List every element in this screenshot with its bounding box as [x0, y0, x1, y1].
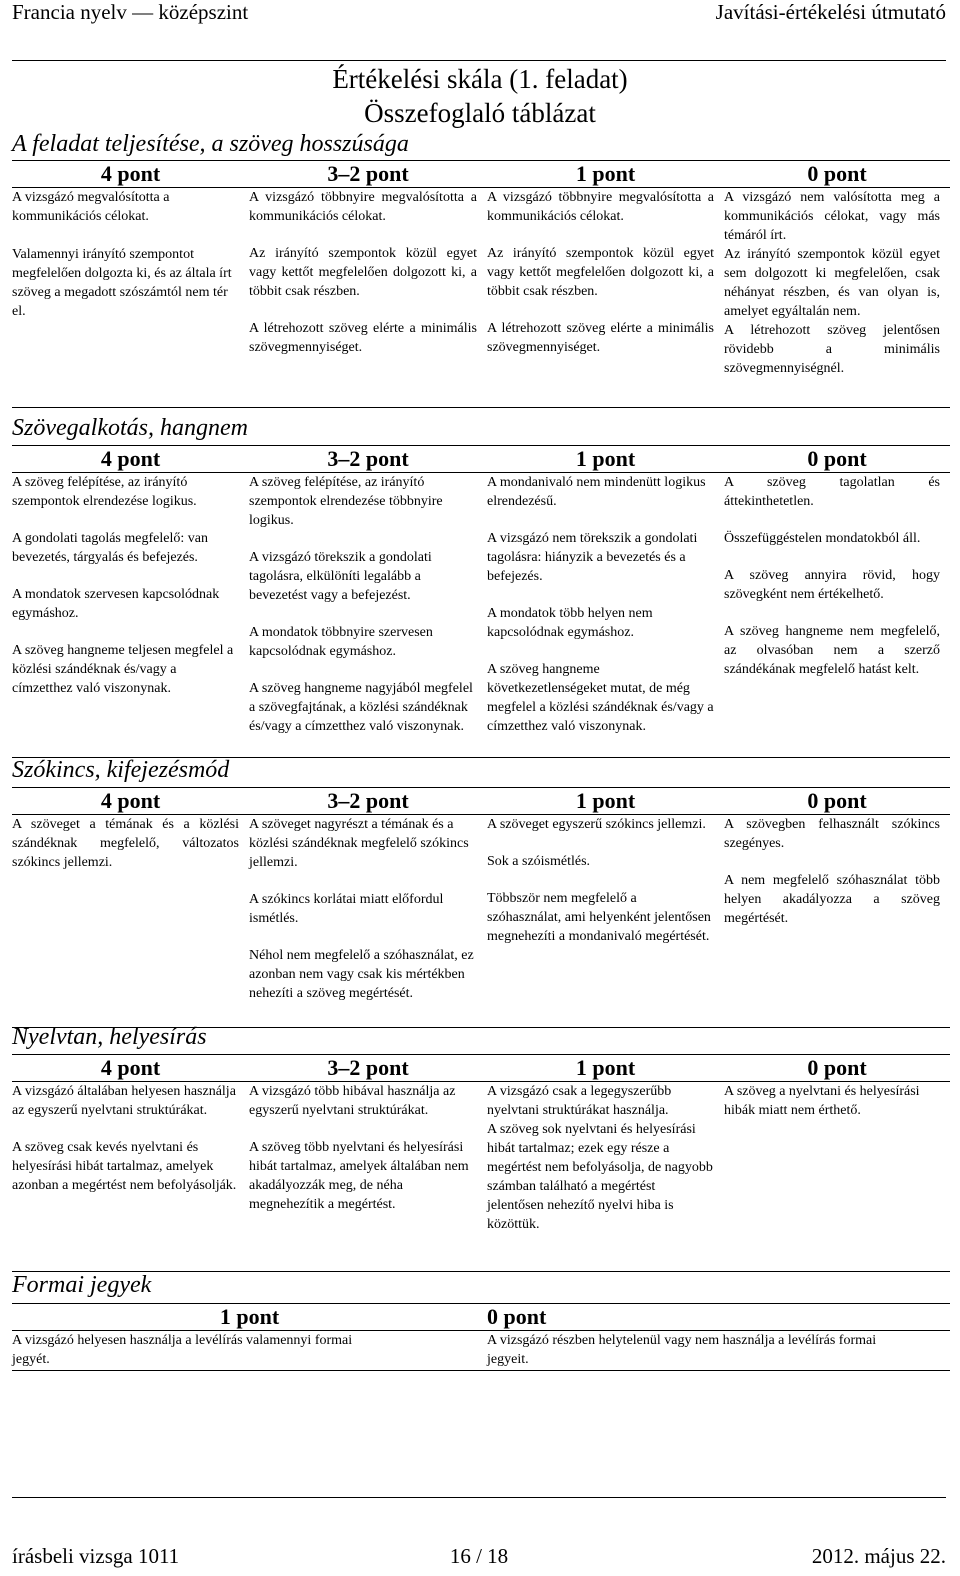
header-subject: Francia nyelv — középszint — [12, 0, 249, 24]
cell-0pt: A szöveg a nyelvtani és helyesírási hibák miatt nem érthető. — [724, 1082, 950, 1272]
header-row — [12, 788, 950, 815]
col-header: 1 pont — [487, 161, 724, 188]
cell-4pt: A szöveget a témának és a közlési szándéknak megfelelő, változatos szókincs jellemzi. — [12, 815, 249, 1028]
cell-0pt: A vizsgázó nem valósította meg a kommunikációs célokat, vagy más témáról írt. Az irányító szempontok közül egyet sem dolgozott ki megfelelően, csak néhányat részben, és van olyan is, amelyet egyáltalán nem. A létrehozott szöveg jelentősen rövidebb a minimális szövegmennyiségnél. — [724, 188, 950, 408]
col-header: 0 pont — [724, 446, 950, 473]
cell-1pt: A vizsgázó többnyire megvalósította a kommunikációs célokat. Az irányító szempontok közül egyet vagy kettőt megfelelően dolgozott ki, a többit csak részben. A létrehozott szöveg elérte a minimális szövegmennyiséget. — [487, 188, 724, 408]
criteria-row — [12, 1331, 950, 1371]
footer-rule — [12, 1497, 946, 1498]
header-row — [12, 446, 950, 473]
section-title-vocabulary: Szókincs, kifejezésmód — [12, 757, 230, 783]
cell-0pt: A vizsgázó részben helytelenül vagy nem használja a levélírás formai jegyeit. — [487, 1331, 950, 1371]
cell-3-2pt: A szöveg felépítése, az irányító szempontok elrendezése többnyire logikus. A vizsgázó törekszik a gondolati tagolásra, elkülöníti legalább a bevezetést vagy a befejezést. A mondatok többnyire szervesen kapcsolódnak egymáshoz. A szöveg hangneme nagyjából megfelel a szövegfajtának, a közlési szándéknak és/vagy a címzetthez való viszonynak. — [249, 473, 487, 758]
col-header: 0 pont — [724, 788, 950, 815]
cell-3-2pt: A vizsgázó többnyire megvalósította a kommunikációs célokat. Az irányító szempontok közül egyet vagy kettőt megfelelően dolgozott ki, a többit csak részben. A létrehozott szöveg elérte a minimális szövegmennyiséget. — [249, 188, 487, 408]
col-header: 0 pont — [724, 1055, 950, 1082]
col-header: 4 pont — [12, 788, 249, 815]
cell-0pt: A szöveg tagolatlan és áttekinthetetlen. Összefüggéstelen mondatokból áll. A szöveg annyira rövid, hogy szövegként nem értékelhető. A szöveg hangneme nem megfelelő, az olvasóban nem a szerző szándékának megfelelő hatást kelt. — [724, 473, 950, 758]
section-title-format: Formai jegyek — [12, 1272, 152, 1298]
col-header: 4 pont — [12, 446, 249, 473]
col-header: 3–2 pont — [249, 161, 487, 188]
cell-1pt: A vizsgázó csak a legegyszerűbb nyelvtani struktúrákat használja. A szöveg sok nyelvtani és helyesírási hibát tartalmaz; ezek egy része a megértést nem befolyásolja, de nagyobb számban található a megértést jelentősen nehezítő nyelvi hiba is közöttük. — [487, 1082, 724, 1272]
col-header: 0 pont — [487, 1304, 950, 1331]
page-subtitle: Összefoglaló táblázat — [364, 98, 596, 128]
header-row — [12, 1055, 950, 1082]
criteria-row — [12, 1082, 950, 1272]
cell-1pt: A vizsgázó helyesen használja a levélírás valamennyi formai jegyét. — [12, 1331, 487, 1371]
cell-3-2pt: A vizsgázó több hibával használja az egyszerű nyelvtani struktúrákat. A szöveg több nyelvtani és helyesírási hibát tartalmaz, amelyek általában nem akadályozzák meg, de néha megnehezítik a megértést. — [249, 1082, 487, 1272]
section-title-task: A feladat teljesítése, a szöveg hosszúsága — [12, 131, 409, 157]
table-text — [12, 445, 950, 758]
col-header: 3–2 pont — [249, 446, 487, 473]
cell-4pt: A vizsgázó megvalósította a kommunikációs célokat. Valamennyi irányító szempontot megfelelően dolgozta ki, és az általa írt szöveg a megadott szószámtól nem tér el. — [12, 188, 249, 408]
header-guide-title: Javítási-értékelési útmutató — [715, 0, 946, 24]
table-vocabulary — [12, 787, 950, 1028]
col-header: 1 pont — [12, 1304, 487, 1331]
footer-exam-code: írásbeli vizsga 1011 — [12, 1544, 180, 1568]
header-rule — [12, 60, 946, 61]
cell-1pt: A szöveget egyszerű szókincs jellemzi. Sok a szóismétlés. Többször nem megfelelő a szóhasználat, ami helyenként jelentősen megnehezíti a mondanivaló megértését. — [487, 815, 724, 1028]
cell-4pt: A vizsgázó általában helyesen használja az egyszerű nyelvtani struktúrákat. A szöveg csak kevés nyelvtani és helyesírási hibát tartalmaz, amelyek azonban a megértést nem befolyásolják. — [12, 1082, 249, 1272]
col-header: 0 pont — [724, 161, 950, 188]
footer-date: 2012. május 22. — [811, 1544, 946, 1568]
col-header: 3–2 pont — [249, 788, 487, 815]
table-format — [12, 1303, 950, 1371]
footer-page-number: 16 / 18 — [449, 1544, 509, 1568]
cell-1pt: A mondanivaló nem mindenütt logikus elrendezésű. A vizsgázó nem törekszik a gondolati tagolásra: hiányzik a bevezetés és a befejezés. A mondatok több helyen nem kapcsolódnak egymáshoz. A szöveg hangneme következetlenségeket mutat, de még megfelel a közlési szándéknak és/vagy a címzetthez való viszonynak. — [487, 473, 724, 758]
criteria-row — [12, 473, 950, 758]
cell-3-2pt: A szöveget nagyrészt a témának és a közlési szándéknak megfelelő szókincs jellemzi. A szókincs korlátai miatt előfordul ismétlés. Néhol nem megfelelő a szóhasználat, ez azonban nem vagy csak kis mértékben nehezíti a szöveg megértését. — [249, 815, 487, 1028]
cell-4pt: A szöveg felépítése, az irányító szempontok elrendezése logikus. A gondolati tagolás megfelelő: van bevezetés, tárgyalás és befejezés. A mondatok szervesen kapcsolódnak egymáshoz. A szöveg hangneme teljesen megfelel a közlési szándéknak és/vagy a címzetthez való viszonynak. — [12, 473, 249, 758]
page-title: Értékelési skála (1. feladat) — [332, 64, 628, 94]
col-header: 1 pont — [487, 788, 724, 815]
col-header: 1 pont — [487, 446, 724, 473]
table-task — [12, 160, 950, 408]
page-footer — [12, 1497, 946, 1574]
cell-0pt: A szövegben felhasznált szókincs szegényes. A nem megfelelő szóhasználat több helyen akadályozza a szöveg megértését. — [724, 815, 950, 1028]
col-header: 4 pont — [12, 161, 249, 188]
criteria-row — [12, 815, 950, 1028]
table-grammar — [12, 1054, 950, 1272]
col-header: 4 pont — [12, 1055, 249, 1082]
col-header: 1 pont — [487, 1055, 724, 1082]
page-header — [12, 0, 946, 44]
criteria-row — [12, 188, 950, 408]
section-title-grammar: Nyelvtan, helyesírás — [12, 1024, 207, 1050]
header-row — [12, 161, 950, 188]
header-row — [12, 1304, 950, 1331]
section-title-text: Szövegalkotás, hangnem — [12, 415, 248, 441]
col-header: 3–2 pont — [249, 1055, 487, 1082]
